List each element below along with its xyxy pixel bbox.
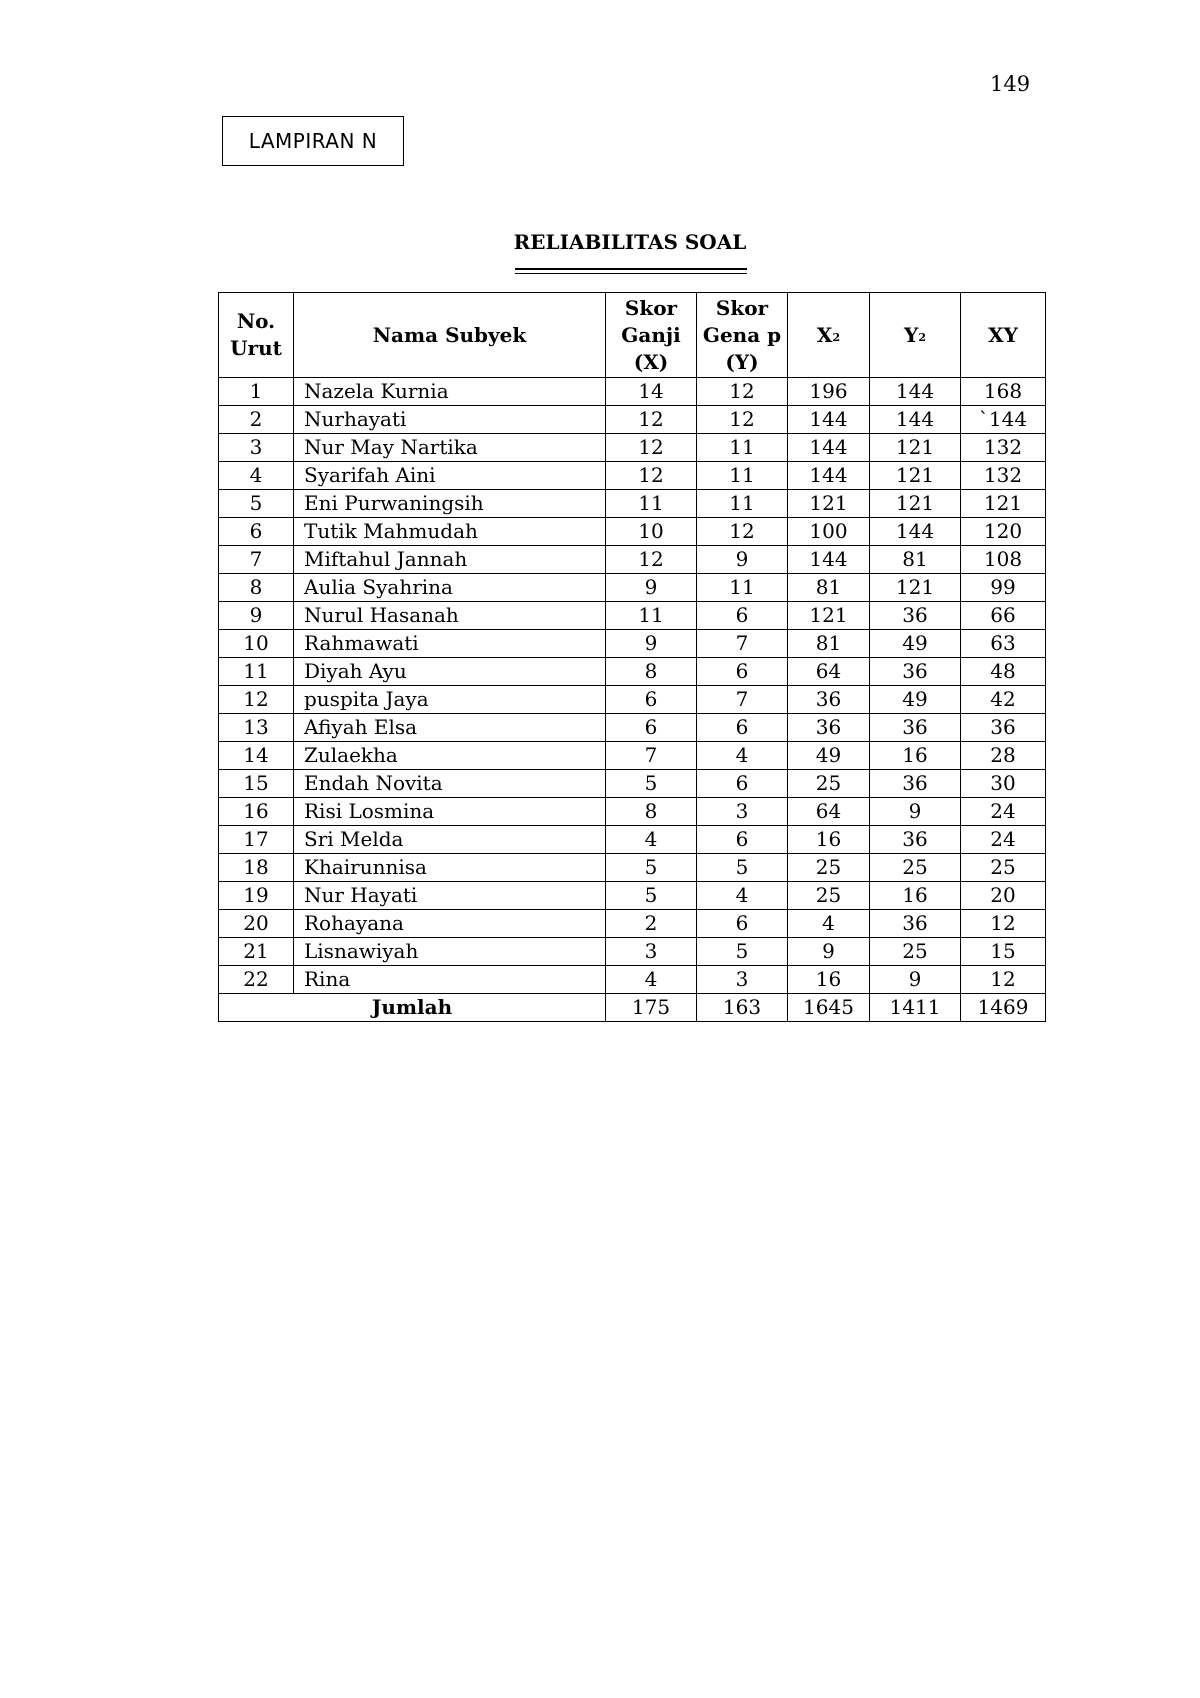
cell-name: puspita Jaya bbox=[294, 686, 606, 714]
cell-x: 11 bbox=[606, 490, 697, 518]
cell-xy: 108 bbox=[961, 546, 1046, 574]
cell-no: 1 bbox=[219, 378, 294, 406]
cell-y: 11 bbox=[697, 434, 788, 462]
cell-name: Lisnawiyah bbox=[294, 938, 606, 966]
cell-name: Zulaekha bbox=[294, 742, 606, 770]
cell-x: 5 bbox=[606, 854, 697, 882]
cell-name: Endah Novita bbox=[294, 770, 606, 798]
table-row bbox=[219, 434, 1046, 462]
cell-name: Tutik Mahmudah bbox=[294, 518, 606, 546]
cell-name: Sri Melda bbox=[294, 826, 606, 854]
cell-x2: 196 bbox=[788, 378, 870, 406]
cell-xy: 120 bbox=[961, 518, 1046, 546]
cell-x2: 81 bbox=[788, 630, 870, 658]
cell-y2: 36 bbox=[870, 770, 961, 798]
cell-y: 12 bbox=[697, 406, 788, 434]
cell-y: 11 bbox=[697, 490, 788, 518]
cell-y: 3 bbox=[697, 966, 788, 994]
cell-x2: 144 bbox=[788, 546, 870, 574]
cell-name: Rohayana bbox=[294, 910, 606, 938]
cell-x2: 25 bbox=[788, 854, 870, 882]
cell-y2: 49 bbox=[870, 686, 961, 714]
cell-y2: 36 bbox=[870, 910, 961, 938]
table-total-row bbox=[219, 994, 1046, 1022]
header-x-squared-exp: 2 bbox=[832, 330, 841, 344]
cell-x: 12 bbox=[606, 434, 697, 462]
cell-x: 12 bbox=[606, 462, 697, 490]
header-nama-subyek: Nama Subyek bbox=[294, 293, 606, 378]
table-row bbox=[219, 770, 1046, 798]
cell-x: 6 bbox=[606, 714, 697, 742]
cell-no: 8 bbox=[219, 574, 294, 602]
cell-x: 3 bbox=[606, 938, 697, 966]
cell-xy: 66 bbox=[961, 602, 1046, 630]
table-row bbox=[219, 854, 1046, 882]
table-row bbox=[219, 518, 1046, 546]
cell-y2: 121 bbox=[870, 462, 961, 490]
cell-x: 4 bbox=[606, 826, 697, 854]
title-double-underline bbox=[515, 268, 747, 277]
cell-y: 6 bbox=[697, 602, 788, 630]
cell-no: 7 bbox=[219, 546, 294, 574]
cell-y: 4 bbox=[697, 742, 788, 770]
cell-no: 13 bbox=[219, 714, 294, 742]
header-skor-genap: Skor Gena p (Y) bbox=[697, 293, 788, 378]
cell-y: 6 bbox=[697, 714, 788, 742]
cell-y: 6 bbox=[697, 658, 788, 686]
table-row bbox=[219, 686, 1046, 714]
cell-no: 2 bbox=[219, 406, 294, 434]
cell-no: 12 bbox=[219, 686, 294, 714]
cell-no: 20 bbox=[219, 910, 294, 938]
cell-no: 18 bbox=[219, 854, 294, 882]
cell-x2: 100 bbox=[788, 518, 870, 546]
cell-x2: 121 bbox=[788, 602, 870, 630]
table-header-row bbox=[219, 293, 1046, 378]
cell-y: 7 bbox=[697, 686, 788, 714]
cell-x: 5 bbox=[606, 770, 697, 798]
cell-y2: 36 bbox=[870, 658, 961, 686]
cell-name: Rahmawati bbox=[294, 630, 606, 658]
cell-no: 5 bbox=[219, 490, 294, 518]
cell-x2: 4 bbox=[788, 910, 870, 938]
cell-no: 21 bbox=[219, 938, 294, 966]
cell-x2: 36 bbox=[788, 686, 870, 714]
cell-y2: 36 bbox=[870, 826, 961, 854]
cell-no: 4 bbox=[219, 462, 294, 490]
cell-xy: 121 bbox=[961, 490, 1046, 518]
cell-y2: 25 bbox=[870, 938, 961, 966]
table-row bbox=[219, 490, 1046, 518]
cell-xy: 12 bbox=[961, 966, 1046, 994]
table-body bbox=[219, 378, 1046, 994]
cell-x: 14 bbox=[606, 378, 697, 406]
cell-x: 6 bbox=[606, 686, 697, 714]
table-row bbox=[219, 910, 1046, 938]
cell-name: Aulia Syahrina bbox=[294, 574, 606, 602]
cell-y: 6 bbox=[697, 770, 788, 798]
cell-y: 5 bbox=[697, 938, 788, 966]
total-y: 163 bbox=[697, 994, 788, 1022]
cell-name: Nurhayati bbox=[294, 406, 606, 434]
table-row bbox=[219, 714, 1046, 742]
header-y-squared-base: Y bbox=[904, 322, 919, 347]
table-row bbox=[219, 378, 1046, 406]
total-x: 175 bbox=[606, 994, 697, 1022]
cell-y: 6 bbox=[697, 826, 788, 854]
cell-name: Khairunnisa bbox=[294, 854, 606, 882]
cell-y: 5 bbox=[697, 854, 788, 882]
cell-x: 9 bbox=[606, 630, 697, 658]
cell-no: 19 bbox=[219, 882, 294, 910]
header-x-squared bbox=[788, 293, 870, 378]
cell-y2: 121 bbox=[870, 490, 961, 518]
cell-x: 8 bbox=[606, 798, 697, 826]
cell-y2: 16 bbox=[870, 742, 961, 770]
cell-y2: 144 bbox=[870, 518, 961, 546]
total-label: Jumlah bbox=[219, 994, 606, 1022]
table-row bbox=[219, 742, 1046, 770]
cell-x2: 144 bbox=[788, 462, 870, 490]
cell-xy: 132 bbox=[961, 462, 1046, 490]
cell-xy: 36 bbox=[961, 714, 1046, 742]
cell-no: 17 bbox=[219, 826, 294, 854]
cell-name: Rina bbox=[294, 966, 606, 994]
cell-y: 12 bbox=[697, 378, 788, 406]
cell-no: 15 bbox=[219, 770, 294, 798]
cell-x2: 144 bbox=[788, 434, 870, 462]
cell-x: 10 bbox=[606, 518, 697, 546]
cell-x: 11 bbox=[606, 602, 697, 630]
cell-y2: 81 bbox=[870, 546, 961, 574]
header-xy: XY bbox=[961, 293, 1046, 378]
table-row bbox=[219, 798, 1046, 826]
table-row bbox=[219, 546, 1046, 574]
cell-xy: 48 bbox=[961, 658, 1046, 686]
cell-x: 12 bbox=[606, 406, 697, 434]
cell-y: 4 bbox=[697, 882, 788, 910]
cell-xy: 20 bbox=[961, 882, 1046, 910]
cell-x2: 9 bbox=[788, 938, 870, 966]
cell-xy: 24 bbox=[961, 798, 1046, 826]
cell-y: 11 bbox=[697, 462, 788, 490]
cell-xy: 168 bbox=[961, 378, 1046, 406]
cell-y2: 144 bbox=[870, 378, 961, 406]
table-row bbox=[219, 630, 1046, 658]
cell-x: 2 bbox=[606, 910, 697, 938]
cell-xy: 99 bbox=[961, 574, 1046, 602]
reliability-table bbox=[218, 292, 1046, 1022]
cell-name: Eni Purwaningsih bbox=[294, 490, 606, 518]
cell-x2: 144 bbox=[788, 406, 870, 434]
page-number: 149 bbox=[990, 72, 1031, 96]
table-row bbox=[219, 938, 1046, 966]
cell-no: 6 bbox=[219, 518, 294, 546]
cell-xy: 30 bbox=[961, 770, 1046, 798]
table-row bbox=[219, 658, 1046, 686]
cell-x2: 25 bbox=[788, 770, 870, 798]
cell-xy: 12 bbox=[961, 910, 1046, 938]
cell-xy: 15 bbox=[961, 938, 1046, 966]
cell-y2: 144 bbox=[870, 406, 961, 434]
cell-y2: 49 bbox=[870, 630, 961, 658]
cell-x2: 25 bbox=[788, 882, 870, 910]
cell-name: Risi Losmina bbox=[294, 798, 606, 826]
cell-x2: 49 bbox=[788, 742, 870, 770]
table-row bbox=[219, 826, 1046, 854]
header-no-urut: No. Urut bbox=[219, 293, 294, 378]
cell-x2: 81 bbox=[788, 574, 870, 602]
cell-x2: 16 bbox=[788, 826, 870, 854]
title-underline-top bbox=[515, 268, 747, 270]
cell-xy: `144 bbox=[961, 406, 1046, 434]
cell-no: 16 bbox=[219, 798, 294, 826]
cell-name: Nur May Nartika bbox=[294, 434, 606, 462]
cell-y2: 16 bbox=[870, 882, 961, 910]
cell-y: 6 bbox=[697, 910, 788, 938]
header-skor-ganjil: Skor Ganji (X) bbox=[606, 293, 697, 378]
total-x2: 1645 bbox=[788, 994, 870, 1022]
cell-name: Nurul Hasanah bbox=[294, 602, 606, 630]
cell-x: 9 bbox=[606, 574, 697, 602]
cell-x: 4 bbox=[606, 966, 697, 994]
cell-y2: 9 bbox=[870, 966, 961, 994]
cell-xy: 42 bbox=[961, 686, 1046, 714]
cell-name: Miftahul Jannah bbox=[294, 546, 606, 574]
table-row bbox=[219, 602, 1046, 630]
total-y2: 1411 bbox=[870, 994, 961, 1022]
cell-xy: 25 bbox=[961, 854, 1046, 882]
cell-x: 5 bbox=[606, 882, 697, 910]
cell-no: 10 bbox=[219, 630, 294, 658]
cell-xy: 63 bbox=[961, 630, 1046, 658]
cell-y2: 121 bbox=[870, 434, 961, 462]
cell-no: 11 bbox=[219, 658, 294, 686]
cell-no: 3 bbox=[219, 434, 294, 462]
cell-x2: 64 bbox=[788, 658, 870, 686]
cell-y: 11 bbox=[697, 574, 788, 602]
cell-x2: 36 bbox=[788, 714, 870, 742]
cell-xy: 132 bbox=[961, 434, 1046, 462]
cell-y: 7 bbox=[697, 630, 788, 658]
cell-x: 12 bbox=[606, 546, 697, 574]
cell-x2: 121 bbox=[788, 490, 870, 518]
cell-y: 9 bbox=[697, 546, 788, 574]
cell-xy: 24 bbox=[961, 826, 1046, 854]
table-row bbox=[219, 574, 1046, 602]
cell-no: 14 bbox=[219, 742, 294, 770]
cell-x2: 16 bbox=[788, 966, 870, 994]
cell-y2: 25 bbox=[870, 854, 961, 882]
document-title: RELIABILITAS SOAL bbox=[513, 230, 747, 254]
cell-x: 8 bbox=[606, 658, 697, 686]
cell-name: Diyah Ayu bbox=[294, 658, 606, 686]
cell-y2: 9 bbox=[870, 798, 961, 826]
cell-no: 22 bbox=[219, 966, 294, 994]
cell-x2: 64 bbox=[788, 798, 870, 826]
table-row bbox=[219, 406, 1046, 434]
header-x-squared-base: X bbox=[816, 322, 833, 347]
cell-name: Nazela Kurnia bbox=[294, 378, 606, 406]
cell-y2: 121 bbox=[870, 574, 961, 602]
appendix-label-box: LAMPIRAN N bbox=[222, 116, 404, 166]
cell-y2: 36 bbox=[870, 714, 961, 742]
cell-xy: 28 bbox=[961, 742, 1046, 770]
cell-name: Syarifah Aini bbox=[294, 462, 606, 490]
header-y-squared-exp: 2 bbox=[918, 330, 926, 344]
total-xy: 1469 bbox=[961, 994, 1046, 1022]
table-row bbox=[219, 882, 1046, 910]
table-row bbox=[219, 966, 1046, 994]
title-underline-bottom bbox=[515, 273, 747, 275]
header-y-squared bbox=[870, 293, 961, 378]
table-row bbox=[219, 462, 1046, 490]
cell-y: 12 bbox=[697, 518, 788, 546]
cell-name: Nur Hayati bbox=[294, 882, 606, 910]
cell-x: 7 bbox=[606, 742, 697, 770]
cell-name: Afiyah Elsa bbox=[294, 714, 606, 742]
cell-y: 3 bbox=[697, 798, 788, 826]
cell-y2: 36 bbox=[870, 602, 961, 630]
cell-no: 9 bbox=[219, 602, 294, 630]
